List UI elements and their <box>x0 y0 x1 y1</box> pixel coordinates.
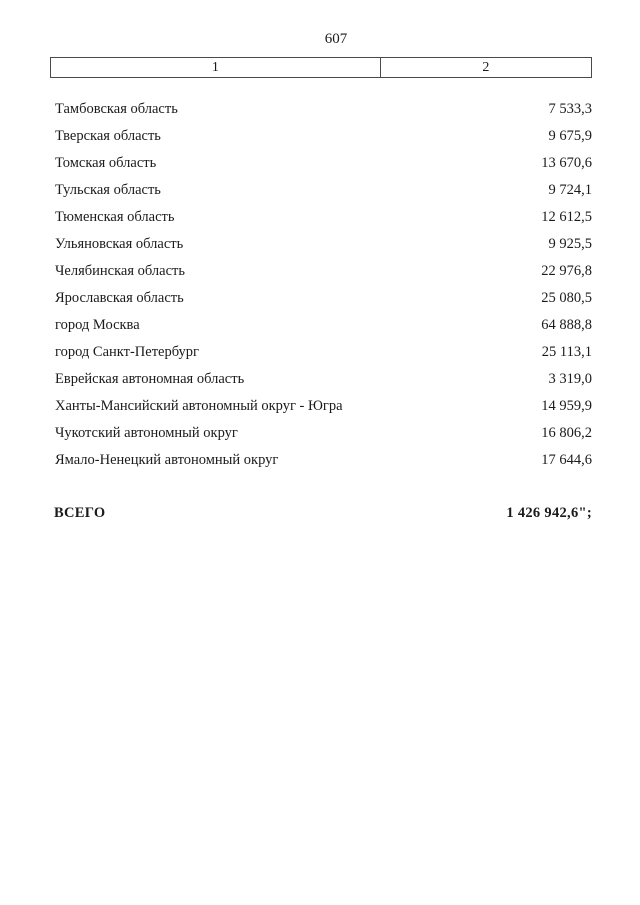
total-row <box>54 505 592 522</box>
region-value: 64 888,8 <box>541 317 592 333</box>
region-name: Еврейская автономная область <box>55 371 245 387</box>
table-row <box>55 420 592 447</box>
region-value: 14 959,9 <box>541 398 592 414</box>
region-name: Тульская область <box>55 182 161 198</box>
table-row <box>55 339 592 366</box>
region-value: 25 080,5 <box>541 290 592 306</box>
region-value: 9 925,5 <box>548 236 592 252</box>
table-row <box>55 123 592 150</box>
table-row <box>55 258 592 285</box>
region-value: 13 670,6 <box>541 155 592 171</box>
table-row <box>55 366 592 393</box>
region-name: Тамбовская область <box>55 101 178 117</box>
region-name: Тверская область <box>55 128 161 144</box>
region-value: 25 113,1 <box>541 344 592 360</box>
region-name: город Москва <box>55 317 140 333</box>
table-header-col2: 2 <box>482 59 490 75</box>
region-value: 7 533,3 <box>548 101 592 117</box>
total-label: ВСЕГО <box>54 505 106 521</box>
table-header-row <box>50 57 592 78</box>
table-row <box>55 231 592 258</box>
region-value: 17 644,6 <box>541 452 592 468</box>
region-value: 16 806,2 <box>541 425 592 441</box>
region-name: Ульяновская область <box>55 236 184 252</box>
table-row <box>55 285 592 312</box>
region-value: 22 976,8 <box>541 263 592 279</box>
region-name: Ханты-Мансийский автономный округ - Югра <box>55 398 343 414</box>
region-name: Тюменская область <box>55 209 175 225</box>
region-name: Томская область <box>55 155 157 171</box>
table-row <box>55 312 592 339</box>
table-row <box>55 177 592 204</box>
table-row <box>55 393 592 420</box>
table-row <box>55 96 592 123</box>
page-number: 607 <box>324 31 348 47</box>
region-name: Ямало-Ненецкий автономный округ <box>55 452 279 468</box>
region-value: 9 675,9 <box>548 128 592 144</box>
table-row <box>55 447 592 474</box>
region-name: Ярославская область <box>55 290 184 306</box>
region-name: город Санкт-Петербург <box>55 344 200 360</box>
region-value: 12 612,5 <box>541 209 592 225</box>
table-row <box>55 150 592 177</box>
table-row <box>55 204 592 231</box>
region-name: Челябинская область <box>55 263 185 279</box>
region-value: 3 319,0 <box>548 371 592 387</box>
region-name: Чукотский автономный округ <box>55 425 238 441</box>
table-header-col1: 1 <box>51 58 381 77</box>
total-value: 1 426 942,6"; <box>506 505 592 521</box>
region-rows <box>55 96 592 474</box>
region-value: 9 724,1 <box>548 182 592 198</box>
